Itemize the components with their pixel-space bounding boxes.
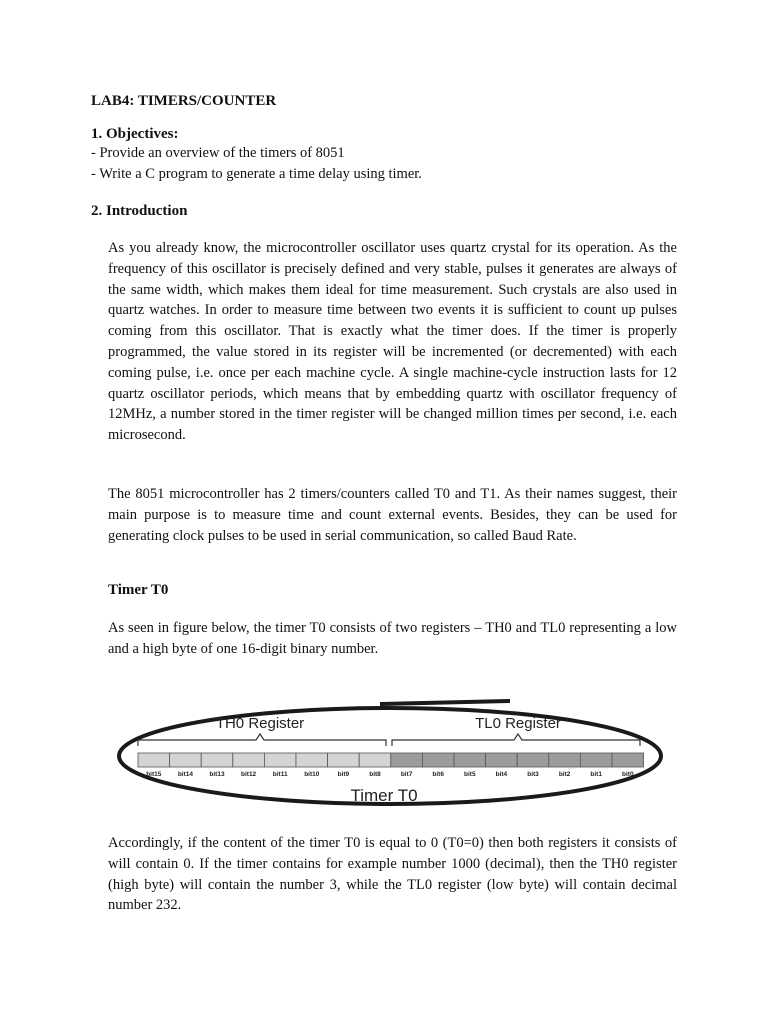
bit-cell-bit3 bbox=[517, 753, 549, 767]
bit-cell-bit0 bbox=[612, 753, 644, 767]
bit-cells bbox=[138, 753, 644, 767]
bit-label-bit15: bit15 bbox=[146, 771, 162, 778]
bit-label-bit2: bit2 bbox=[558, 771, 571, 778]
bit-cell-bit15 bbox=[138, 753, 170, 767]
lab-title: LAB4: TIMERS/COUNTER bbox=[91, 93, 277, 109]
bit-cell-bit11 bbox=[264, 753, 296, 767]
bit-label-bit13: bit13 bbox=[209, 771, 225, 778]
bit-label-bit7: bit7 bbox=[400, 771, 413, 778]
bit-cell-bit13 bbox=[201, 753, 233, 767]
bit-cell-bit2 bbox=[549, 753, 581, 767]
bit-cell-bit4 bbox=[486, 753, 518, 767]
bit-cell-bit14 bbox=[170, 753, 202, 767]
timer-t0-heading: Timer T0 bbox=[108, 582, 169, 598]
timer-t0-figure bbox=[110, 694, 670, 812]
bit-cell-bit8 bbox=[359, 753, 391, 767]
bit-label-bit1: bit1 bbox=[590, 771, 602, 778]
bit-cell-bit12 bbox=[233, 753, 265, 767]
bit-label-bit6: bit6 bbox=[432, 771, 444, 778]
bit-label-bit9: bit9 bbox=[337, 771, 350, 778]
bit-label-bit3: bit3 bbox=[527, 771, 539, 778]
timer-t0-paragraph-2: Accordingly, if the content of the timer T0 is equal to 0 (T0=0) then both registers it consists of will contain 0. If the timer contains for example number 1000 (decimal), then the TH0 register (high byte) will contain the number 3, while the TL0 register (low byte) will contain decimal number 232. bbox=[108, 835, 677, 914]
timer-t0-caption: Timer T0 bbox=[350, 786, 418, 805]
bit-label-bit8: bit8 bbox=[369, 771, 381, 778]
timer-t0-paragraph-1: As seen in figure below, the timer T0 consists of two registers – TH0 and TL0 representing a low and a high byte of one 16-digit binary number. bbox=[108, 620, 677, 657]
bit-label-bit0: bit0 bbox=[622, 771, 634, 778]
bit-labels bbox=[146, 771, 634, 778]
bit-label-bit10: bit10 bbox=[304, 771, 320, 778]
objectives-heading: 1. Objectives: bbox=[91, 126, 179, 142]
bit-cell-bit7 bbox=[391, 753, 423, 767]
bit-cell-bit1 bbox=[580, 753, 612, 767]
bit-label-bit12: bit12 bbox=[241, 771, 257, 778]
bit-cell-bit5 bbox=[454, 753, 486, 767]
bit-label-bit11: bit11 bbox=[272, 771, 288, 778]
objective-item-2: - Write a C program to generate a time delay using timer. bbox=[91, 166, 422, 182]
bit-label-bit14: bit14 bbox=[177, 771, 193, 778]
bit-cell-bit9 bbox=[328, 753, 360, 767]
timer-t0-diagram bbox=[110, 694, 670, 812]
bit-label-bit4: bit4 bbox=[495, 771, 508, 778]
th0-brace bbox=[138, 734, 386, 746]
bit-cell-bit10 bbox=[296, 753, 328, 767]
bit-label-bit5: bit5 bbox=[464, 771, 476, 778]
bit-cell-bit6 bbox=[422, 753, 454, 767]
th0-register-label: TH0 Register bbox=[215, 715, 305, 732]
introduction-heading: 2. Introduction bbox=[91, 203, 188, 219]
objective-item-1: - Provide an overview of the timers of 8051 bbox=[91, 145, 345, 161]
introduction-paragraph-2: The 8051 microcontroller has 2 timers/counters called T0 and T1. As their names suggest, their main purpose is to measure time and count external events. Besides, they can be used for generating clock pulses to be used in serial communication, so called Baud Rate. bbox=[108, 486, 677, 544]
ellipse-top-stroke bbox=[380, 701, 510, 704]
tl0-register-label: TL0 Register bbox=[475, 715, 561, 732]
introduction-paragraph-1: As you already know, the microcontroller oscillator uses quartz crystal for its operation. As the frequency of this oscillator is precisely defined and very stable, pulses it generates are always of the same width, which makes them ideal for time measurement. Such crystals are also used in quartz watches. In order to measure time between two events it is sufficient to count up pulses coming from this oscillator. That is exactly what the timer does. If the timer is properly programmed, the value stored in its register will be incremented (or decremented) with each coming pulse, i.e. once per each machine cycle. A single machine-cycle instruction lasts for 12 quartz oscillator periods, which means that by embedding quartz with oscillator frequency of 12MHz, a number stored in the timer register will be changed million times per second, i.e. each microsecond. bbox=[108, 240, 677, 444]
tl0-brace bbox=[392, 734, 640, 746]
